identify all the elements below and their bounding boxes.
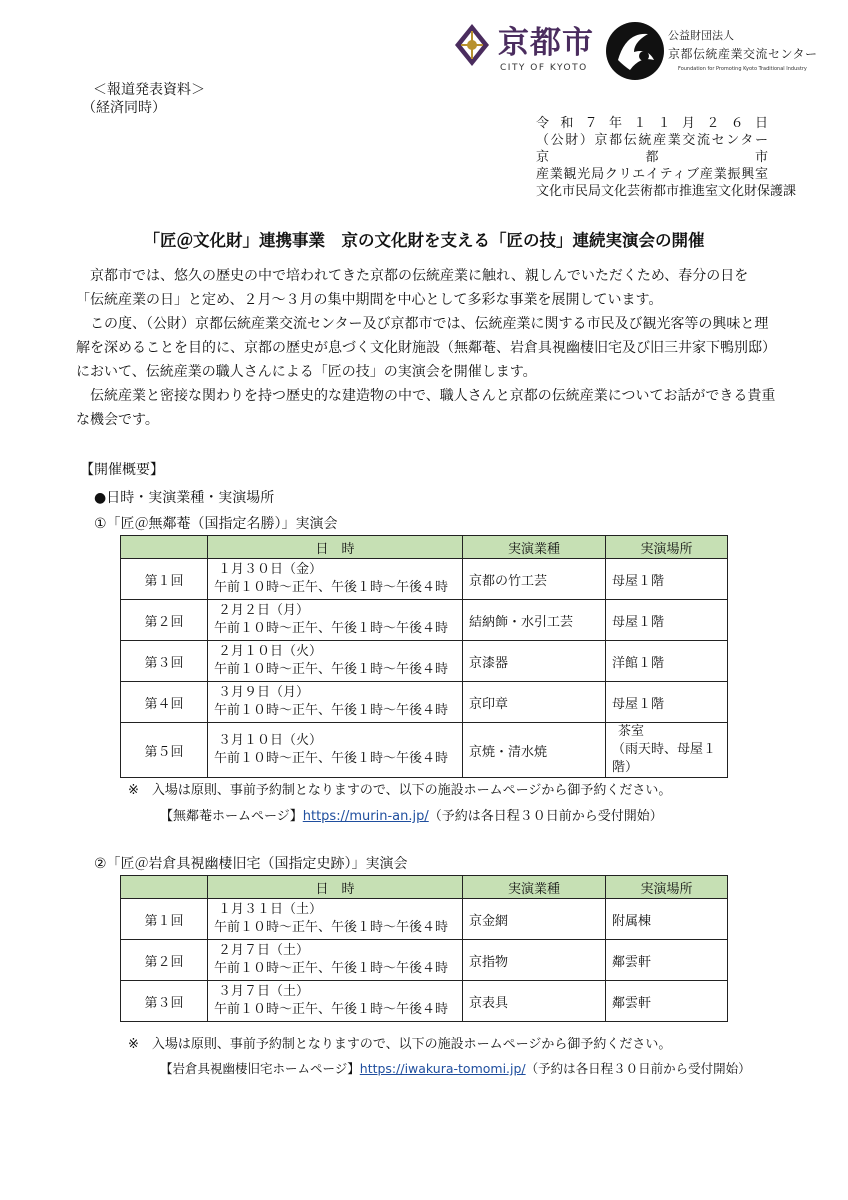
- header-datetime: 日 時: [208, 536, 463, 559]
- time-text: 午前１０時～正午、午後１時～午後４時: [214, 751, 449, 766]
- table-header-row: [121, 876, 728, 899]
- place-cell: 附属棟: [606, 899, 728, 940]
- time-text: 午前１０時～正午、午後１時～午後４時: [214, 961, 449, 976]
- economic-label: （経済同時）: [82, 100, 166, 116]
- place-cell: [606, 723, 728, 778]
- craft-cell: 結納飾・水引工芸: [463, 600, 606, 641]
- date-text: ２月１０日（火）: [218, 644, 323, 659]
- header-place: 実演場所: [606, 536, 728, 559]
- overview-subheading: ●日時・実演業種・実演場所: [94, 490, 275, 506]
- date-text: １月３１日（土）: [218, 902, 323, 917]
- hp-suffix: （予約は各日程３０日前から受付開始）: [428, 809, 663, 824]
- datetime-cell: [208, 559, 463, 600]
- paragraph: 京都市では、悠久の歴史の中で培われてきた京都の伝統産業に触れ、親しんでいただくため、春分の日を「伝統産業の日」と定め、２月～３月の集中期間を中心として多彩な事業を展開しています。: [76, 268, 749, 308]
- center-name: 京都伝統産業交流センター: [668, 47, 818, 61]
- datetime-cell: [208, 641, 463, 682]
- event2-table: [120, 875, 728, 1022]
- table-row: [121, 899, 728, 940]
- center-name-en: Foundation for Promoting Kyoto Traditional Industry: [678, 66, 807, 72]
- datetime-cell: [208, 981, 463, 1022]
- issuer-2: 京 都 市: [536, 150, 768, 165]
- round-cell: 第３回: [121, 641, 208, 682]
- time-text: 午前１０時～正午、午後１時～午後４時: [214, 1002, 449, 1017]
- place-cell: 鄰雲軒: [606, 940, 728, 981]
- table-row: [121, 940, 728, 981]
- date-text: ３月１０日（火）: [218, 733, 323, 748]
- city-logo-subtext: CITY OF KYOTO: [500, 63, 588, 73]
- murin-an-link[interactable]: https://murin-an.jp/: [302, 809, 429, 824]
- table-row: [121, 600, 728, 641]
- place-cell: 母屋１階: [606, 559, 728, 600]
- event1-heading: ①「匠＠無鄰菴（国指定名勝）」実演会: [94, 516, 338, 532]
- place-cell: 母屋１階: [606, 600, 728, 641]
- craft-cell: 京都の竹工芸: [463, 559, 606, 600]
- place-cell: 鄰雲軒: [606, 981, 728, 1022]
- round-cell: 第１回: [121, 559, 208, 600]
- table-row: [121, 682, 728, 723]
- place-cell: 母屋１階: [606, 682, 728, 723]
- event1-table: [120, 535, 728, 778]
- date-text: ２月２日（月）: [218, 603, 310, 618]
- overview-heading: 【開催概要】: [80, 462, 164, 478]
- kyoto-city-emblem-icon: [453, 22, 491, 68]
- event2-note: ※ 入場は原則、事前予約制となりますので、以下の施設ホームページから御予約ください。: [128, 1037, 672, 1052]
- craft-cell: 京表具: [463, 981, 606, 1022]
- table-row: [121, 559, 728, 600]
- time-text: 午前１０時～正午、午後１時～午後４時: [214, 703, 449, 718]
- header-round: [121, 876, 208, 899]
- table-row: [121, 981, 728, 1022]
- date-text: ３月９日（月）: [218, 685, 310, 700]
- center-logo-mark-icon: [604, 20, 666, 82]
- craft-cell: 京金網: [463, 899, 606, 940]
- header-craft: 実演業種: [463, 536, 606, 559]
- datetime-cell: [208, 899, 463, 940]
- place-text: 茶室: [618, 724, 645, 739]
- issuer-block: [536, 115, 797, 200]
- round-cell: 第３回: [121, 981, 208, 1022]
- time-text: 午前１０時～正午、午後１時～午後４時: [214, 662, 449, 677]
- craft-cell: 京印章: [463, 682, 606, 723]
- iwakura-tomomi-link[interactable]: https://iwakura-tomomi.jp/: [359, 1061, 526, 1076]
- issuer-4: 文化市民局文化芸術都市推進室文化財保護課: [536, 184, 797, 199]
- center-type: 公益財団法人: [668, 29, 734, 42]
- round-cell: 第１回: [121, 899, 208, 940]
- document-title: 「匠＠文化財」連携事業 京の文化財を支える「匠の技」連続実演会の開催: [143, 231, 705, 250]
- date-text: ３月７日（土）: [218, 984, 310, 999]
- hp-label: 【岩倉具視幽棲旧宅ホームページ】: [160, 1061, 360, 1076]
- place-note: （雨天時、母屋１階）: [612, 742, 717, 775]
- press-release-label: ＜報道発表資料＞: [93, 82, 205, 98]
- datetime-cell: [208, 682, 463, 723]
- table-row: [121, 641, 728, 682]
- paragraph: この度、（公財）京都伝統産業交流センター及び京都市では、伝統産業に関する市民及び観光客等の興味と理解を深めることを目的に、京都の歴史が息づく文化財施設（無鄰菴、岩倉具視幽棲旧宅及び旧三井家下鴨別邸）において、伝統産業の職人さんによる「匠の技」の実演会を開催します。: [76, 316, 776, 380]
- date-text: １月３０日（金）: [218, 562, 323, 577]
- place-cell: 洋館１階: [606, 641, 728, 682]
- craft-cell: 京焼・清水焼: [463, 723, 606, 778]
- header-place: 実演場所: [606, 876, 728, 899]
- table-header-row: [121, 536, 728, 559]
- datetime-cell: [208, 723, 463, 778]
- header-round: [121, 536, 208, 559]
- issuer-1: （公財）京都伝統産業交流センター: [536, 133, 768, 148]
- datetime-cell: [208, 600, 463, 641]
- time-text: 午前１０時～正午、午後１時～午後４時: [214, 920, 449, 935]
- date-text: ２月７日（土）: [218, 943, 310, 958]
- issue-date: 令和７年１１月２６日: [536, 116, 768, 131]
- time-text: 午前１０時～正午、午後１時～午後４時: [214, 621, 449, 636]
- table-row: [121, 723, 728, 778]
- body-text: [76, 264, 776, 432]
- time-text: 午前１０時～正午、午後１時～午後４時: [214, 580, 449, 595]
- round-cell: 第２回: [121, 940, 208, 981]
- datetime-cell: [208, 940, 463, 981]
- round-cell: 第５回: [121, 723, 208, 778]
- header-craft: 実演業種: [463, 876, 606, 899]
- round-cell: 第４回: [121, 682, 208, 723]
- event1-note: ※ 入場は原則、事前予約制となりますので、以下の施設ホームページから御予約ください。: [128, 783, 672, 798]
- event2-homepage: [160, 1059, 751, 1077]
- header-datetime: 日 時: [208, 876, 463, 899]
- city-logo-text: 京都市: [498, 25, 594, 61]
- event1-homepage: [160, 805, 663, 824]
- round-cell: 第２回: [121, 600, 208, 641]
- paragraph: 伝統産業と密接な関わりを持つ歴史的な建造物の中で、職人さんと京都の伝統産業についてお話ができる貴重な機会です。: [76, 388, 776, 428]
- issuer-3: 産業観光局クリエイティブ産業振興室: [536, 167, 768, 182]
- event2-heading: ②「匠＠岩倉具視幽棲旧宅（国指定史跡）」実演会: [94, 856, 408, 872]
- craft-cell: 京指物: [463, 940, 606, 981]
- hp-suffix: （予約は各日程３０日前から受付開始）: [525, 1061, 751, 1076]
- craft-cell: 京漆器: [463, 641, 606, 682]
- hp-label: 【無鄰菴ホームページ】: [160, 809, 303, 824]
